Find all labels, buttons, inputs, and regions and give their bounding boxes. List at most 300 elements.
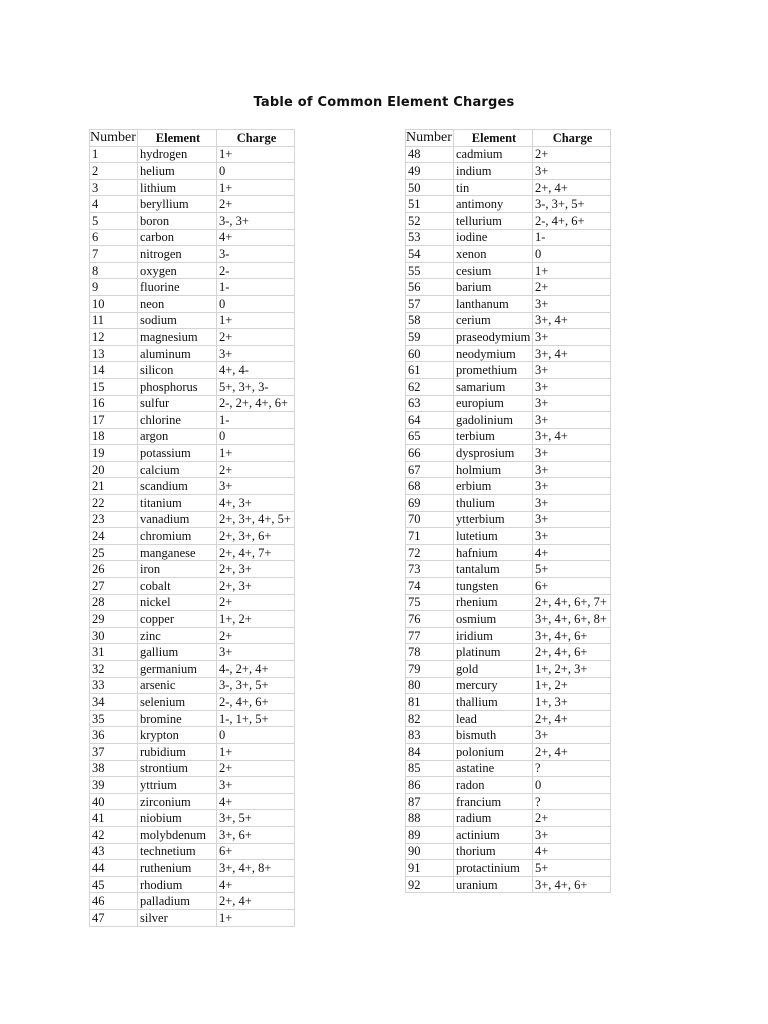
table-row	[90, 295, 295, 312]
table-row	[90, 262, 295, 279]
charge-cell: 2+	[533, 810, 611, 827]
element-name-cell: iodine	[454, 229, 533, 246]
charge-cell: 2+	[533, 146, 611, 163]
table-row	[406, 312, 611, 329]
table-row	[406, 179, 611, 196]
table-row	[406, 511, 611, 528]
charge-cell: 2-, 4+, 6+	[217, 694, 295, 711]
atomic-number-cell: 18	[90, 428, 138, 445]
atomic-number-cell: 35	[90, 710, 138, 727]
charge-cell: 3+	[217, 644, 295, 661]
atomic-number-cell: 76	[406, 611, 454, 628]
table-row	[90, 312, 295, 329]
atomic-number-cell: 37	[90, 743, 138, 760]
atomic-number-cell: 32	[90, 661, 138, 678]
table-row	[406, 295, 611, 312]
table-row	[90, 345, 295, 362]
table-row	[90, 544, 295, 561]
element-name-cell: rhenium	[454, 594, 533, 611]
atomic-number-cell: 58	[406, 312, 454, 329]
element-name-cell: antimony	[454, 196, 533, 213]
element-name-cell: krypton	[138, 727, 217, 744]
header-number: Number	[406, 129, 452, 145]
charge-cell: 3+	[217, 777, 295, 794]
charge-cell: 3+, 6+	[217, 826, 295, 843]
atomic-number-cell: 52	[406, 212, 454, 229]
table-row	[90, 212, 295, 229]
table-row	[406, 262, 611, 279]
charge-cell: 3+	[533, 478, 611, 495]
table-row	[90, 860, 295, 877]
charge-cell: 3+	[533, 528, 611, 545]
atomic-number-cell: 78	[406, 644, 454, 661]
charge-cell: 3+, 4+	[533, 312, 611, 329]
table-row	[90, 843, 295, 860]
charge-cell: 3+	[533, 395, 611, 412]
atomic-number-cell: 5	[90, 212, 138, 229]
element-name-cell: praseodymium	[454, 329, 533, 346]
charge-cell: 1+	[217, 146, 295, 163]
charge-cell: 4+	[217, 229, 295, 246]
charge-cell: 1+, 2+, 3+	[533, 661, 611, 678]
charge-cell: 4+	[217, 876, 295, 893]
table-row	[406, 727, 611, 744]
charge-cell: 2+	[217, 594, 295, 611]
charge-cell: 6+	[533, 578, 611, 595]
element-name-cell: ytterbium	[454, 511, 533, 528]
atomic-number-cell: 48	[406, 146, 454, 163]
charge-cell: 3+	[533, 295, 611, 312]
atomic-number-cell: 43	[90, 843, 138, 860]
table-row	[406, 578, 611, 595]
table-row	[90, 810, 295, 827]
charge-cell: 6+	[217, 843, 295, 860]
charge-cell: 2-, 4+, 6+	[533, 212, 611, 229]
charge-cell: 4+	[533, 544, 611, 561]
atomic-number-cell: 88	[406, 810, 454, 827]
table-row	[406, 777, 611, 794]
charge-cell: 2-, 2+, 4+, 6+	[217, 395, 295, 412]
element-name-cell: carbon	[138, 229, 217, 246]
atomic-number-cell: 68	[406, 478, 454, 495]
table-row	[90, 511, 295, 528]
element-name-cell: silver	[138, 909, 217, 926]
atomic-number-cell: 53	[406, 229, 454, 246]
atomic-number-cell: 3	[90, 179, 138, 196]
table-row	[406, 478, 611, 495]
table-row	[90, 146, 295, 163]
atomic-number-cell: 46	[90, 893, 138, 910]
header-number: Number	[90, 129, 136, 145]
element-name-cell: xenon	[454, 246, 533, 263]
header-charge: Charge	[217, 130, 295, 147]
atomic-number-cell: 55	[406, 262, 454, 279]
table-row	[90, 677, 295, 694]
charge-cell: 1+	[217, 445, 295, 462]
table-row	[90, 461, 295, 478]
element-name-cell: hafnium	[454, 544, 533, 561]
table-row	[406, 212, 611, 229]
charge-cell: 5+	[533, 561, 611, 578]
charge-cell: 3+	[217, 345, 295, 362]
element-name-cell: beryllium	[138, 196, 217, 213]
table-row	[406, 329, 611, 346]
element-name-cell: erbium	[454, 478, 533, 495]
table-row	[406, 279, 611, 296]
charge-cell: 3+	[533, 727, 611, 744]
table-row	[90, 627, 295, 644]
atomic-number-cell: 77	[406, 627, 454, 644]
charge-cell: 2+, 3+	[217, 578, 295, 595]
charge-cell: 4+, 4-	[217, 362, 295, 379]
atomic-number-cell: 47	[90, 909, 138, 926]
table-row	[406, 611, 611, 628]
table-row	[406, 661, 611, 678]
charge-cell: 1-	[217, 279, 295, 296]
element-name-cell: titanium	[138, 495, 217, 512]
atomic-number-cell: 33	[90, 677, 138, 694]
charge-cell: 3+, 4+, 6+	[533, 627, 611, 644]
element-name-cell: lanthanum	[454, 295, 533, 312]
atomic-number-cell: 74	[406, 578, 454, 595]
element-name-cell: thorium	[454, 843, 533, 860]
table-row	[90, 362, 295, 379]
charge-cell: 1-	[217, 412, 295, 429]
element-name-cell: actinium	[454, 826, 533, 843]
table-row	[90, 594, 295, 611]
charge-cell: 3-	[217, 246, 295, 263]
element-name-cell: gadolinium	[454, 412, 533, 429]
atomic-number-cell: 6	[90, 229, 138, 246]
atomic-number-cell: 45	[90, 876, 138, 893]
atomic-number-cell: 22	[90, 495, 138, 512]
table-row	[90, 743, 295, 760]
element-name-cell: mercury	[454, 677, 533, 694]
element-name-cell: fluorine	[138, 279, 217, 296]
table-row	[406, 378, 611, 395]
charge-cell: 3+, 4+, 6+, 8+	[533, 611, 611, 628]
atomic-number-cell: 9	[90, 279, 138, 296]
element-name-cell: lead	[454, 710, 533, 727]
atomic-number-cell: 2	[90, 163, 138, 180]
charge-cell: 3+	[533, 495, 611, 512]
atomic-number-cell: 17	[90, 412, 138, 429]
element-name-cell: cesium	[454, 262, 533, 279]
charge-cell: 0	[533, 777, 611, 794]
charge-cell: 3+, 4+, 6+	[533, 876, 611, 893]
charge-cell: 1+, 2+	[533, 677, 611, 694]
table-row	[406, 627, 611, 644]
charge-cell: 3+	[533, 378, 611, 395]
table-row	[90, 428, 295, 445]
charge-cell: 2+	[217, 627, 295, 644]
atomic-number-cell: 7	[90, 246, 138, 263]
element-name-cell: dysprosium	[454, 445, 533, 462]
atomic-number-cell: 20	[90, 461, 138, 478]
charge-cell: 4+, 3+	[217, 495, 295, 512]
charge-cell: 3+	[533, 826, 611, 843]
charge-cell: 2+, 3+, 6+	[217, 528, 295, 545]
charge-cell: 2+	[533, 279, 611, 296]
element-name-cell: iridium	[454, 627, 533, 644]
element-name-cell: oxygen	[138, 262, 217, 279]
charge-cell: 2-	[217, 262, 295, 279]
atomic-number-cell: 16	[90, 395, 138, 412]
table-row	[90, 611, 295, 628]
table-row	[406, 710, 611, 727]
atomic-number-cell: 25	[90, 544, 138, 561]
charge-cell: 1+, 3+	[533, 694, 611, 711]
element-name-cell: vanadium	[138, 511, 217, 528]
element-name-cell: iron	[138, 561, 217, 578]
table-row	[90, 163, 295, 180]
table-row	[406, 362, 611, 379]
charge-cell: 2+, 4+, 7+	[217, 544, 295, 561]
atomic-number-cell: 67	[406, 461, 454, 478]
atomic-number-cell: 61	[406, 362, 454, 379]
element-name-cell: holmium	[454, 461, 533, 478]
table-row	[406, 246, 611, 263]
element-name-cell: radium	[454, 810, 533, 827]
table-row	[406, 229, 611, 246]
table-row	[90, 179, 295, 196]
charge-cell: 1-	[533, 229, 611, 246]
charge-cell: 2+, 4+	[217, 893, 295, 910]
element-name-cell: thallium	[454, 694, 533, 711]
charge-cell: 3+, 4+	[533, 345, 611, 362]
element-name-cell: gallium	[138, 644, 217, 661]
table-row	[406, 594, 611, 611]
charge-cell: 4+	[533, 843, 611, 860]
atomic-number-cell: 24	[90, 528, 138, 545]
atomic-number-cell: 42	[90, 826, 138, 843]
element-name-cell: platinum	[454, 644, 533, 661]
charge-cell: 3-, 3+, 5+	[217, 677, 295, 694]
element-name-cell: zinc	[138, 627, 217, 644]
element-name-cell: germanium	[138, 661, 217, 678]
element-name-cell: thulium	[454, 495, 533, 512]
table-row	[406, 146, 611, 163]
element-name-cell: sulfur	[138, 395, 217, 412]
charge-cell: 2+, 4+	[533, 743, 611, 760]
element-name-cell: neodymium	[454, 345, 533, 362]
element-name-cell: chlorine	[138, 412, 217, 429]
table-row	[90, 694, 295, 711]
table-row	[90, 246, 295, 263]
table-row	[90, 478, 295, 495]
table-row	[90, 329, 295, 346]
charge-cell: 2+, 3+, 4+, 5+	[217, 511, 295, 528]
charge-cell: 3+	[533, 445, 611, 462]
header-element: Element	[454, 130, 533, 147]
atomic-number-cell: 62	[406, 378, 454, 395]
charge-cell: 3-, 3+, 5+	[533, 196, 611, 213]
element-name-cell: silicon	[138, 362, 217, 379]
charge-cell: 5+, 3+, 3-	[217, 378, 295, 395]
atomic-number-cell: 59	[406, 329, 454, 346]
atomic-number-cell: 41	[90, 810, 138, 827]
table-row	[406, 345, 611, 362]
atomic-number-cell: 38	[90, 760, 138, 777]
atomic-number-cell: 60	[406, 345, 454, 362]
table-row	[90, 561, 295, 578]
element-table-left	[89, 129, 295, 927]
element-name-cell: rhodium	[138, 876, 217, 893]
element-name-cell: magnesium	[138, 329, 217, 346]
table-row	[406, 163, 611, 180]
atomic-number-cell: 36	[90, 727, 138, 744]
charge-cell: 3+, 5+	[217, 810, 295, 827]
header-element: Element	[138, 130, 217, 147]
table-row	[406, 544, 611, 561]
table-row	[90, 445, 295, 462]
element-name-cell: palladium	[138, 893, 217, 910]
atomic-number-cell: 40	[90, 793, 138, 810]
atomic-number-cell: 82	[406, 710, 454, 727]
charge-cell: 1-, 1+, 5+	[217, 710, 295, 727]
charge-cell: 0	[217, 163, 295, 180]
element-name-cell: europium	[454, 395, 533, 412]
table-row	[406, 412, 611, 429]
element-name-cell: protactinium	[454, 860, 533, 877]
table-row	[90, 279, 295, 296]
element-name-cell: tantalum	[454, 561, 533, 578]
charge-cell: 1+	[533, 262, 611, 279]
charge-cell: 3+	[217, 478, 295, 495]
atomic-number-cell: 30	[90, 627, 138, 644]
atomic-number-cell: 87	[406, 793, 454, 810]
element-name-cell: hydrogen	[138, 146, 217, 163]
table-row	[406, 826, 611, 843]
table-header-row	[406, 130, 611, 147]
charge-cell: 1+	[217, 743, 295, 760]
element-name-cell: indium	[454, 163, 533, 180]
charge-cell: 1+	[217, 909, 295, 926]
element-name-cell: manganese	[138, 544, 217, 561]
charge-cell: 3+, 4+	[533, 428, 611, 445]
element-name-cell: potassium	[138, 445, 217, 462]
element-name-cell: molybdenum	[138, 826, 217, 843]
atomic-number-cell: 44	[90, 860, 138, 877]
header-charge: Charge	[533, 130, 611, 147]
element-name-cell: copper	[138, 611, 217, 628]
element-name-cell: cadmium	[454, 146, 533, 163]
atomic-number-cell: 51	[406, 196, 454, 213]
element-name-cell: scandium	[138, 478, 217, 495]
element-name-cell: barium	[454, 279, 533, 296]
table-row	[90, 793, 295, 810]
charge-cell: 2+	[217, 760, 295, 777]
element-name-cell: tin	[454, 179, 533, 196]
atomic-number-cell: 21	[90, 478, 138, 495]
atomic-number-cell: 39	[90, 777, 138, 794]
element-name-cell: francium	[454, 793, 533, 810]
charge-cell: 2+, 4+, 6+	[533, 644, 611, 661]
charge-cell: 1+	[217, 179, 295, 196]
element-name-cell: helium	[138, 163, 217, 180]
charge-cell: 2+	[217, 196, 295, 213]
atomic-number-cell: 19	[90, 445, 138, 462]
element-name-cell: polonium	[454, 743, 533, 760]
table-row	[90, 495, 295, 512]
element-name-cell: ruthenium	[138, 860, 217, 877]
atomic-number-cell: 90	[406, 843, 454, 860]
charge-cell: 3+	[533, 329, 611, 346]
element-name-cell: sodium	[138, 312, 217, 329]
charge-cell: ?	[533, 793, 611, 810]
table-row	[406, 445, 611, 462]
atomic-number-cell: 31	[90, 644, 138, 661]
atomic-number-cell: 66	[406, 445, 454, 462]
atomic-number-cell: 50	[406, 179, 454, 196]
table-row	[406, 528, 611, 545]
element-name-cell: radon	[454, 777, 533, 794]
element-table-left-body	[90, 146, 295, 926]
element-name-cell: calcium	[138, 461, 217, 478]
element-table-right	[405, 129, 611, 893]
table-row	[406, 677, 611, 694]
charge-cell: 3-, 3+	[217, 212, 295, 229]
table-row	[90, 578, 295, 595]
charge-cell: 3+	[533, 511, 611, 528]
table-row	[406, 876, 611, 893]
charge-cell: 2+, 4+	[533, 179, 611, 196]
table-row	[90, 826, 295, 843]
atomic-number-cell: 69	[406, 495, 454, 512]
page-title: Table of Common Element Charges	[253, 95, 515, 110]
table-row	[90, 777, 295, 794]
element-name-cell: tungsten	[454, 578, 533, 595]
atomic-number-cell: 89	[406, 826, 454, 843]
element-name-cell: astatine	[454, 760, 533, 777]
charge-cell: 2+, 4+, 6+, 7+	[533, 594, 611, 611]
table-row	[406, 760, 611, 777]
element-table-right-body	[406, 146, 611, 893]
atomic-number-cell: 70	[406, 511, 454, 528]
element-name-cell: yttrium	[138, 777, 217, 794]
element-name-cell: terbium	[454, 428, 533, 445]
element-name-cell: selenium	[138, 694, 217, 711]
atomic-number-cell: 15	[90, 378, 138, 395]
element-name-cell: niobium	[138, 810, 217, 827]
atomic-number-cell: 83	[406, 727, 454, 744]
atomic-number-cell: 75	[406, 594, 454, 611]
atomic-number-cell: 14	[90, 362, 138, 379]
element-name-cell: aluminum	[138, 345, 217, 362]
atomic-number-cell: 34	[90, 694, 138, 711]
table-header-row	[90, 130, 295, 147]
element-name-cell: neon	[138, 295, 217, 312]
table-row	[90, 727, 295, 744]
table-row	[406, 793, 611, 810]
element-name-cell: strontium	[138, 760, 217, 777]
atomic-number-cell: 57	[406, 295, 454, 312]
table-row	[90, 395, 295, 412]
element-name-cell: zirconium	[138, 793, 217, 810]
element-name-cell: osmium	[454, 611, 533, 628]
element-name-cell: technetium	[138, 843, 217, 860]
charge-cell: 2+, 3+	[217, 561, 295, 578]
atomic-number-cell: 10	[90, 295, 138, 312]
charge-cell: 4+	[217, 793, 295, 810]
atomic-number-cell: 84	[406, 743, 454, 760]
table-row	[406, 644, 611, 661]
table-row	[90, 412, 295, 429]
charge-cell: 2+	[217, 461, 295, 478]
table-row	[406, 810, 611, 827]
charge-cell: 3+, 4+, 8+	[217, 860, 295, 877]
atomic-number-cell: 28	[90, 594, 138, 611]
